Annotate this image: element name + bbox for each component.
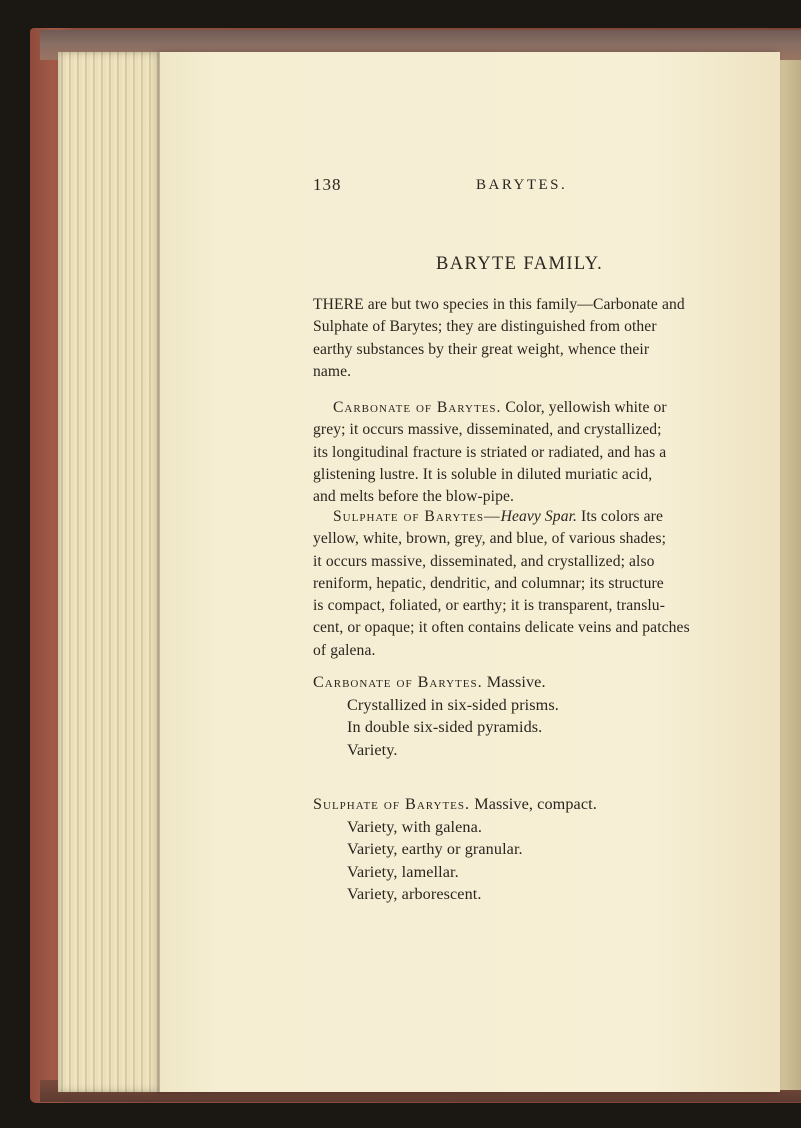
- text-line: of galena.: [313, 641, 376, 659]
- text-line: Carbonate of Barytes. Color, yellowish white or: [333, 399, 667, 416]
- running-head: BARYTES.: [476, 177, 568, 193]
- carbonate-paragraph: [313, 397, 667, 508]
- list-header: Sulphate of Barytes. Massive, compact.: [313, 795, 597, 813]
- list-item: Variety, lamellar.: [347, 862, 459, 881]
- list-item: Crystallized in six-sided prisms.: [347, 695, 559, 714]
- text-line: Sulphate of Barytes—Heavy Spar. Its colors are: [333, 508, 663, 525]
- text-line: reniform, hepatic, dendritic, and columnar; its structure: [313, 574, 664, 592]
- list-header: Carbonate of Barytes. Massive.: [313, 673, 546, 691]
- list-item: Variety, earthy or granular.: [347, 840, 523, 859]
- text-line: earthy substances by their great weight, whence their: [313, 340, 650, 358]
- page-edges: [58, 52, 168, 1092]
- carbonate-list: [313, 671, 559, 761]
- intro-paragraph: [313, 294, 685, 383]
- section-title: BARYTE FAMILY.: [436, 254, 604, 274]
- text-line: grey; it occurs massive, disseminated, and crystallized;: [313, 421, 662, 439]
- text-line: yellow, white, brown, grey, and blue, of various shades;: [313, 530, 667, 548]
- text-line: and melts before the blow-pipe.: [313, 488, 514, 506]
- text-line: cent, or opaque; it often contains delicate veins and patches: [313, 619, 690, 637]
- list-item: Variety.: [347, 740, 398, 759]
- sulphate-list-label: Sulphate of Barytes.: [313, 795, 471, 813]
- text-line: is compact, foliated, or earthy; it is transparent, translu-: [313, 597, 665, 615]
- text-line: its longitudinal fracture is striated or radiated, and has a: [313, 443, 667, 461]
- list-item: Variety, with galena.: [347, 817, 482, 836]
- text-line: name.: [313, 362, 352, 380]
- list-item: In double six-sided pyramids.: [347, 718, 543, 737]
- carbonate-list-label: Carbonate of Barytes.: [313, 673, 483, 691]
- carbonate-label: Carbonate of Barytes.: [333, 399, 502, 416]
- heavy-spar-italic: Heavy Spar.: [500, 508, 578, 525]
- sulphate-paragraph: [313, 506, 690, 662]
- page-number: 138: [313, 175, 342, 194]
- text-line: THERE are but two species in this family—Carbonate and: [313, 296, 685, 313]
- list-item: Variety, arborescent.: [347, 885, 482, 904]
- sulphate-list: [313, 793, 597, 906]
- text-line: Sulphate of Barytes; they are distinguished from other: [313, 318, 657, 336]
- sulphate-label: Sulphate of Barytes—: [333, 508, 501, 525]
- text-line: glistening lustre. It is soluble in diluted muriatic acid,: [313, 465, 653, 483]
- text-line: it occurs massive, disseminated, and crystallized; also: [313, 552, 655, 570]
